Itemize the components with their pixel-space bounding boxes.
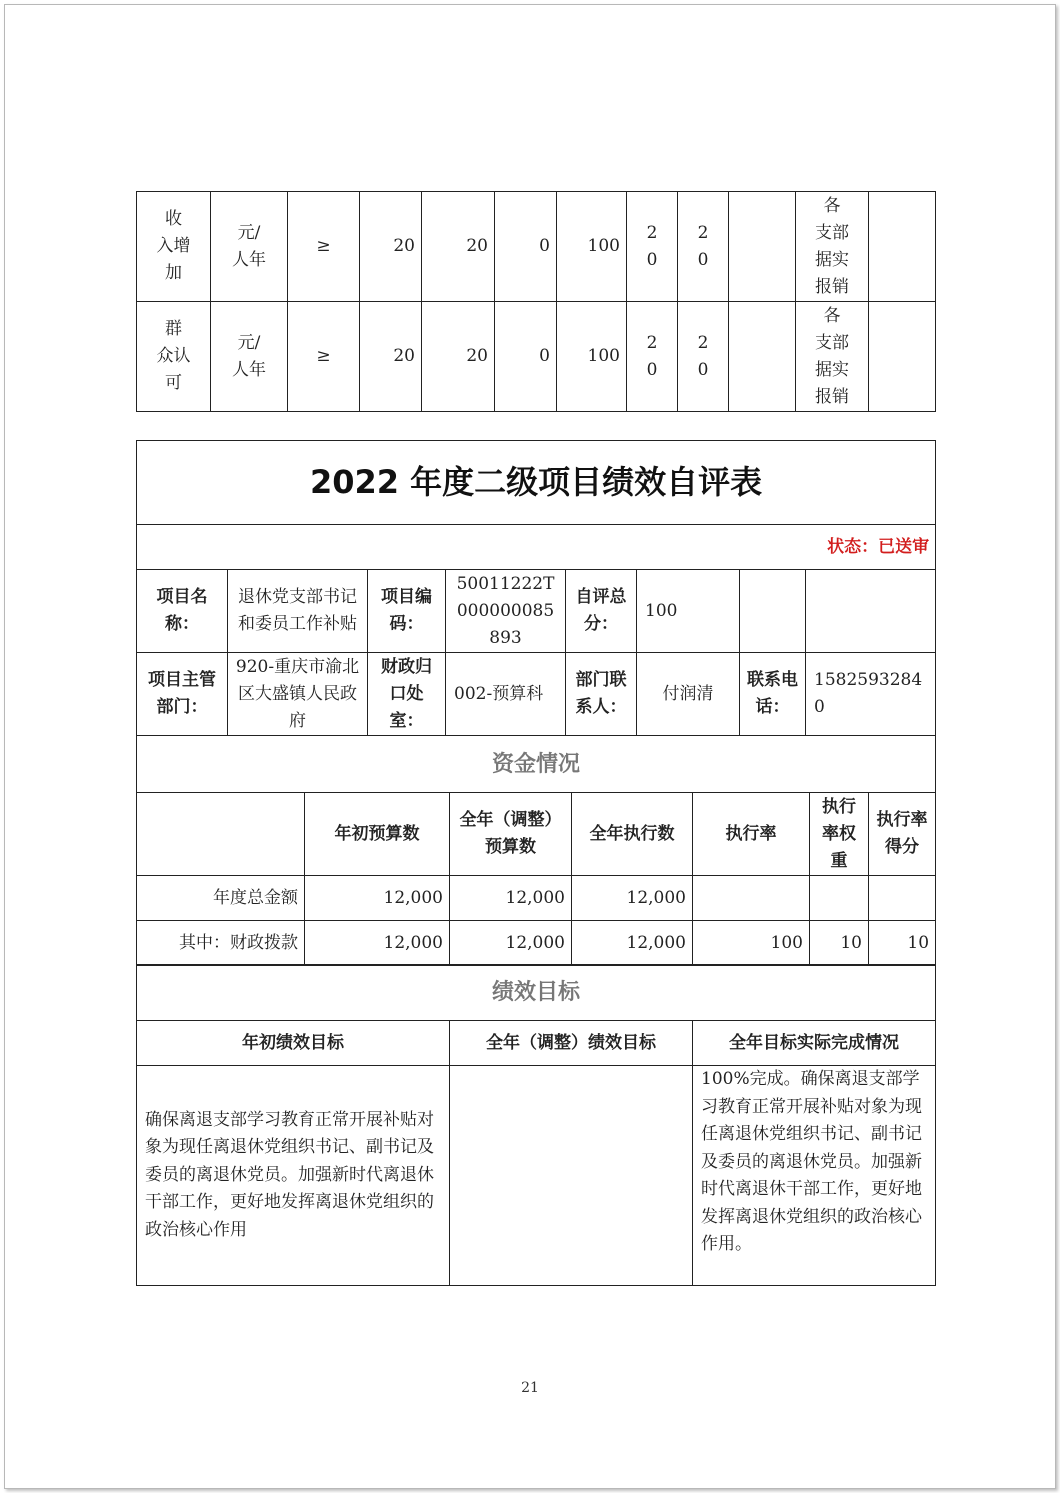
empty-cell [740, 570, 806, 653]
header-initial-goal: 年初绩效目标 [137, 1021, 450, 1066]
finance-label: 财政归口处室： [368, 653, 446, 736]
project-code: 50011222T000000085893 [446, 570, 566, 653]
indicator-note-part: 支部 [815, 332, 849, 353]
empty-cell [806, 570, 936, 653]
indicator-unit-part: 人年 [232, 249, 266, 270]
header-actual-completion: 全年目标实际完成情况 [693, 1021, 936, 1066]
funds-section-title: 资金情况 [137, 736, 936, 793]
project-name-label: 项目名称： [137, 570, 228, 653]
actual-completion-text: 100%完成。确保离退支部学习教育正常开展补贴对象为现任离退休党组织书记、副书记及委员的离退休党员。加强新时代离退休干部工作，更好地发挥离退休党组织的政治核心作用。 [693, 1066, 936, 1286]
form-title: 2022 年度二级项目绩效自评表 [137, 441, 936, 525]
indicator-note-part: 支部 [815, 222, 849, 243]
row-label-fiscal: 其中：财政拨款 [137, 921, 305, 966]
indicator-weight-part: 0 [646, 359, 658, 380]
indicator-note-part: 据实 [815, 249, 849, 270]
indicator-name [137, 302, 211, 412]
contact-value: 付润清 [637, 653, 740, 736]
indicator-weight-part: 2 [646, 332, 658, 353]
indicator-row [137, 192, 936, 302]
indicator-note-part: 报销 [815, 386, 849, 407]
indicator-deviation: 0 [495, 192, 557, 302]
finance-value: 002-预算科 [446, 653, 566, 736]
indicator-note [796, 302, 869, 412]
project-name: 退休党支部书记和委员工作补贴 [228, 570, 368, 653]
indicator-name [137, 192, 211, 302]
indicator-unit-part: 元/ [237, 222, 261, 243]
indicator-note-part: 报销 [815, 276, 849, 297]
self-evaluation-form [136, 440, 936, 736]
row-label-total: 年度总金额 [137, 876, 305, 921]
dept-value: 920-重庆市渝北区大盛镇人民政府 [228, 653, 368, 736]
indicator-note-part: 各 [823, 195, 841, 216]
indicator-empty [729, 192, 796, 302]
indicator-row [137, 302, 936, 412]
total-executed: 12,000 [572, 876, 693, 921]
indicator-name-part: 入增 [156, 236, 191, 256]
header-adjusted-goal: 全年（调整）绩效目标 [450, 1021, 693, 1066]
fiscal-initial: 12,000 [305, 921, 450, 966]
indicator-unit-part: 人年 [232, 359, 266, 380]
indicator-score-part: 0 [697, 359, 709, 380]
indicator-note-part: 各 [823, 305, 841, 326]
goals-section-title: 绩效目标 [137, 965, 936, 1021]
indicator-operator: ≥ [288, 192, 360, 302]
indicator-score-part: 2 [697, 222, 709, 243]
empty-cell [137, 793, 305, 876]
goals-table [136, 964, 936, 1286]
project-code-label: 项目编码： [368, 570, 446, 653]
total-weight [810, 876, 869, 921]
indicator-actual: 20 [422, 192, 495, 302]
indicator-weight-part: 0 [646, 249, 658, 270]
indicator-name-part: 收 [165, 209, 182, 229]
indicator-table [136, 191, 936, 412]
indicator-note-part: 据实 [815, 359, 849, 380]
total-score [869, 876, 936, 921]
indicator-score-part: 0 [697, 249, 709, 270]
indicator-weight [627, 192, 678, 302]
phone-value: 15825932840 [806, 653, 936, 736]
indicator-operator: ≥ [288, 302, 360, 412]
header-executed: 全年执行数 [572, 793, 693, 876]
indicator-empty [869, 192, 936, 302]
indicator-actual: 20 [422, 302, 495, 412]
indicator-unit [211, 192, 288, 302]
total-initial: 12,000 [305, 876, 450, 921]
indicator-score [678, 192, 729, 302]
phone-label: 联系电话： [740, 653, 806, 736]
indicator-unit-part: 元/ [237, 332, 261, 353]
indicator-weight [627, 302, 678, 412]
header-rate-score: 执行率得分 [869, 793, 936, 876]
indicator-completion: 100 [557, 192, 627, 302]
contact-label: 部门联系人： [566, 653, 637, 736]
indicator-name-part: 可 [165, 373, 182, 393]
score-label: 自评总分： [566, 570, 637, 653]
indicator-weight-part: 2 [646, 222, 658, 243]
indicator-name-part: 众认 [156, 346, 191, 366]
fiscal-executed: 12,000 [572, 921, 693, 966]
fiscal-score: 10 [869, 921, 936, 966]
indicator-deviation: 0 [495, 302, 557, 412]
header-execution-rate: 执行率 [693, 793, 810, 876]
indicator-target: 20 [360, 302, 422, 412]
indicator-name-part: 群 [165, 319, 182, 339]
page-number: 21 [521, 1380, 539, 1396]
indicator-note [796, 192, 869, 302]
fiscal-rate: 100 [693, 921, 810, 966]
indicator-score [678, 302, 729, 412]
score-value: 100 [637, 570, 740, 653]
header-rate-weight: 执行率权重 [810, 793, 869, 876]
indicator-score-part: 2 [697, 332, 709, 353]
header-initial-budget: 年初预算数 [305, 793, 450, 876]
funds-table [136, 735, 936, 966]
indicator-empty [729, 302, 796, 412]
initial-goal-text: 确保离退支部学习教育正常开展补贴对象为现任离退休党组织书记、副书记及委员的离退休党员。加强新时代离退休干部工作，更好地发挥离退休党组织的政治核心作用 [137, 1066, 450, 1286]
adjusted-goal-text [450, 1066, 693, 1286]
indicator-empty [869, 302, 936, 412]
indicator-unit [211, 302, 288, 412]
fiscal-weight: 10 [810, 921, 869, 966]
dept-label: 项目主管部门： [137, 653, 228, 736]
indicator-name-part: 加 [165, 263, 182, 283]
fiscal-adjusted: 12,000 [450, 921, 572, 966]
header-adjusted-budget: 全年（调整）预算数 [450, 793, 572, 876]
indicator-target: 20 [360, 192, 422, 302]
total-adjusted: 12,000 [450, 876, 572, 921]
total-rate [693, 876, 810, 921]
indicator-completion: 100 [557, 302, 627, 412]
status-badge: 状态：已送审 [137, 525, 936, 570]
